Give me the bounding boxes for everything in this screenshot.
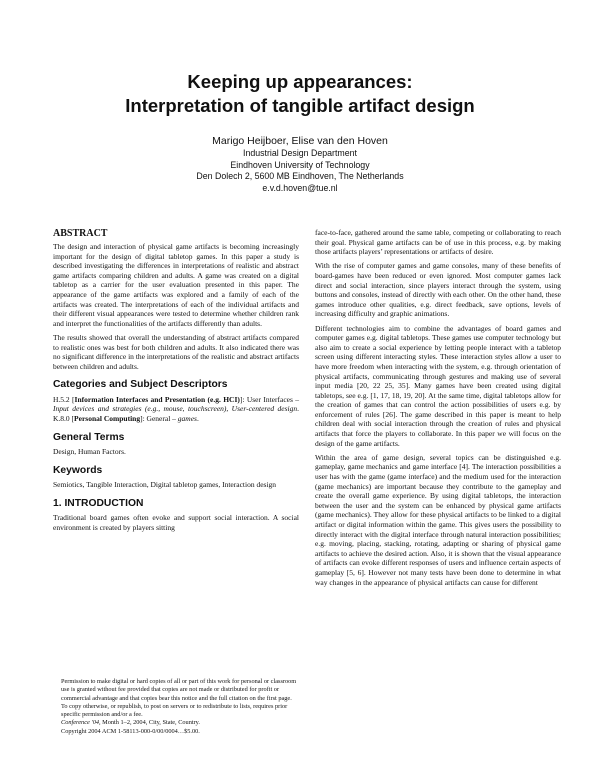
abstract-paragraph-2: The results showed that overall the understanding of abstract artifacts compared to realistic ones was best for both children and adults. It also indicated there was no significant difference in the interpretations of the realistic and abstract artifacts between children and adults. [53,332,299,371]
keywords-heading: Keywords [53,464,103,476]
author-block [0,134,600,194]
general-terms-text: Design, Human Factors. [53,447,126,457]
right-column [315,228,561,592]
categories-heading: Categories and Subject Descriptors [53,379,228,391]
copyright-permission: Permission to make digital or hard copies of all or part of this work for personal or classroom use is granted without fee provided that copies are not made or distributed for profit or commercial advantage and that copies bear this notice and the full citation on the first page. To copy otherwise, or republish, to post on servers or to redistribute to lists, requires prior specific permission and/or a fee. [61,678,297,719]
abstract-paragraph-1: The design and interaction of physical game artifacts is becoming increasingly important for the design of digital tabletop games. In this paper a study is described investigating the differences in interpretations of realistic and abstract game artifacts comparing children and adults. A game was created on a digital tabletop as a carrier for the user evaluation presented in this paper. The appearance of the game artifacts was explored and a family of each of the artifacts was created. The interpretations of each of the individual artifacts and their different visual appearances were tested to determine whether children rank and interpret the functionalities of the artifacts differently than adults. [53,242,299,328]
copyright-notice [53,678,299,736]
paper-title [0,70,600,118]
body-paragraph-3: Different technologies aim to combine the advantages of board games and computer games e.g. digital tabletops. These games use computer technology but also aim to create a social experience by letting people interact with a tabletop screen using different interacting styles. These interaction styles allow a user to have more freedom when interacting with the system, e.g. through orientation of physical artifacts, communicating through gestures and making use of several input media [20, 22 25, 35]. Many games have been created using digital tabletops, see e.g. [1, 17, 18, 19, 20]. At the same time, digital tabletops allow for the creation of games that can control the action possibilities of users e.g. by enforcement of rules [26]. The game described in this paper is meant to help children deal with social interaction through the creation of rules and physical artifacts that force the players to collaborate. In this paper we will focus on the design of the game artifacts. [315,323,561,448]
author-email: e.v.d.hoven@tue.nl [262,182,338,193]
author-university: Eindhoven University of Technology [230,159,370,170]
introduction-heading: 1. INTRODUCTION [53,497,144,509]
body-paragraph-1: face-to-face, gathered around the same table, competing or collaborating to reach their goal. Physical game artifacts can be of use in this process, e.g. by making those artifacts players’ representations or artifacts of desire. [315,228,561,257]
copyright-conference: Conference '04, Month 1–2, 2004, City, State, Country. [61,719,200,727]
keywords-text: Semiotics, Tangible Interaction, Digital tabletop games, Interaction design [53,480,277,490]
left-column [53,228,299,537]
title-line-1: Keeping up appearances: [187,71,413,92]
title-line-2: Interpretation of tangible artifact design [125,95,475,116]
abstract-heading: ABSTRACT [53,228,108,239]
author-department: Industrial Design Department [243,148,357,158]
copyright-acm: Copyright 2004 ACM 1-58113-000-0/00/0004…$5.00. [61,727,200,735]
introduction-paragraph-1: Traditional board games often evoke and support social interaction. A social environment is created by players sitting [53,513,299,532]
general-terms-heading: General Terms [53,431,125,443]
body-paragraph-2: With the rise of computer games and game consoles, many of these benefits of board-games have been reduced or even ignored. Most computer games lack direct and social interaction, since players interact through the system, using buttons and consoles, instead of directly with each other. On the other hand, these games introduce other qualities, e.g. direct feedback, save options, levels of increasing difficulty and graphic animations. [315,261,561,319]
categories-text: H.5.2 [Information Interfaces and Presentation (e.g. HCI)]: User Interfaces – Input devices and strategies (e.g., mouse, touchscreen), User-centered design. K.8.0 [Personal Computing]: General – games. [53,394,300,423]
body-paragraph-4: Within the area of game design, several topics can be distinguished e.g. gameplay, game mechanics and game interface [4]. The interaction possibilities a user has with the game (game interface) and the medium used for the interaction (game mechanics) are important because they contribute to the gameplay and create the overall game experience. By using digital tabletops, the interaction between the user and the system can be enhanced by physical game artifacts (game mechanics). They allow for these physical artifacts to be linked to a digital artifact or digital information within the game. This gives users the possibility to directly interact with the digital interface through natural interaction possibilities; e.g. moving, placing, stacking, rotating, adapting or sharing of physical game artifacts to achieve the desired action. Also, it is shown that the visual appearance of artifacts can evoke different responses of users and influence certain aspects of gameplay [5, 6]. However not many tests have been done to determine in what way changes in the appearance of physical artifacts can cause for different [315,452,561,587]
author-names: Marigo Heijboer, Elise van den Hoven [212,135,388,147]
author-address: Den Dolech 2, 5600 MB Eindhoven, The Netherlands [196,171,404,182]
